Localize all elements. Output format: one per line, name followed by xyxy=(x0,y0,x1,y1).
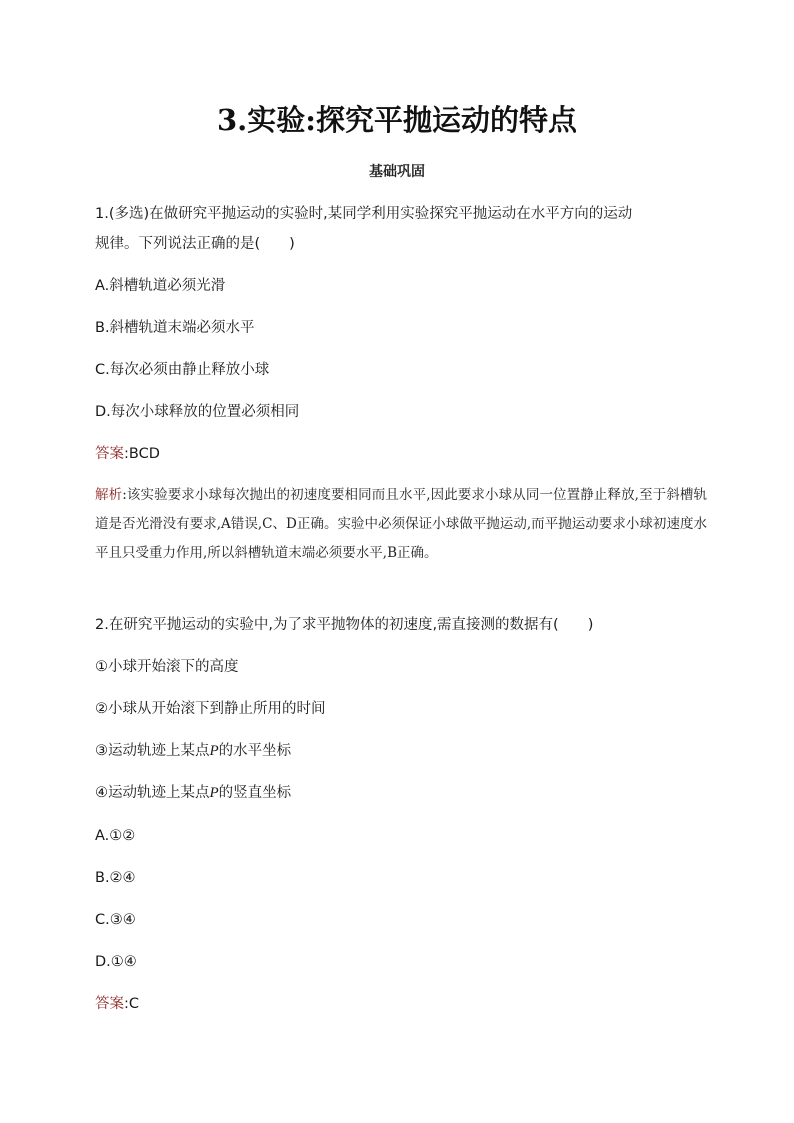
q2-option-c: C.③④ xyxy=(95,912,136,928)
q2-item-1-text: ①小球开始滚下的高度 xyxy=(95,659,239,675)
q1-explanation-label: 解析 xyxy=(95,487,123,503)
q1-stem-line1: 1.(多选)在做研究平抛运动的实验时,某同学利用实验探究平抛运动在水平方向的运动 xyxy=(95,206,633,222)
q2-item-3 xyxy=(95,737,705,765)
page-title: 3.实验:探究平抛运动的特点 xyxy=(217,103,577,137)
q2-item-2-text: ②小球从开始滚下到静止所用的时间 xyxy=(95,701,326,717)
section-heading: 基础巩固 xyxy=(369,164,425,180)
q1-option-a: A.斜槽轨道必须光滑 xyxy=(95,278,226,294)
q1-option-d: D.每次小球释放的位置必须相同 xyxy=(95,404,300,420)
q2-option-a: A.①② xyxy=(95,828,136,844)
q2-answer xyxy=(95,990,705,1018)
q2-option-d: D.①④ xyxy=(95,954,137,970)
q1-answer-value: :BCD xyxy=(124,446,160,462)
q2-stem: 2.在研究平抛运动的实验中,为了求平抛物体的初速度,需直接测的数据有( ) xyxy=(95,617,594,633)
q2-item-2 xyxy=(95,695,705,723)
q2-item-3-post: 的水平坐标 xyxy=(218,743,292,759)
q1-stem-line2: 规律。下列说法正确的是( ) xyxy=(95,236,295,252)
q1-answer xyxy=(95,440,705,468)
q1-explanation xyxy=(95,481,707,568)
q1-option-b: B.斜槽轨道末端必须水平 xyxy=(95,320,255,336)
q2-item-1 xyxy=(95,653,705,681)
q2-option-b: B.②④ xyxy=(95,870,136,886)
q1-explanation-text: :该实验要求小球每次抛出的初速度要相同而且水平,因此要求小球从同一位置静止释放,至于斜槽轨道是否光滑没有要求,A错误,C、D正确。实验中必须保证小球做平抛运动,而平抛运动要求小球初速度水平且只受重力作用,所以斜槽轨道末端必须要水平,B正确。 xyxy=(95,487,707,561)
q2-item-4 xyxy=(95,779,705,807)
q1-option-c: C.每次必须由静止释放小球 xyxy=(95,362,270,378)
q2-item-3-text: ③运动轨迹上某点 xyxy=(95,743,210,759)
q2-item-3-var: P xyxy=(209,743,219,759)
q2-item-4-var: P xyxy=(209,785,219,801)
q2-item-4-text: ④运动轨迹上某点 xyxy=(95,785,210,801)
q1-answer-label: 答案 xyxy=(95,446,124,462)
q2-item-4-post: 的竖直坐标 xyxy=(218,785,292,801)
q2-answer-value: :C xyxy=(124,996,140,1012)
q2-answer-label: 答案 xyxy=(95,996,124,1012)
